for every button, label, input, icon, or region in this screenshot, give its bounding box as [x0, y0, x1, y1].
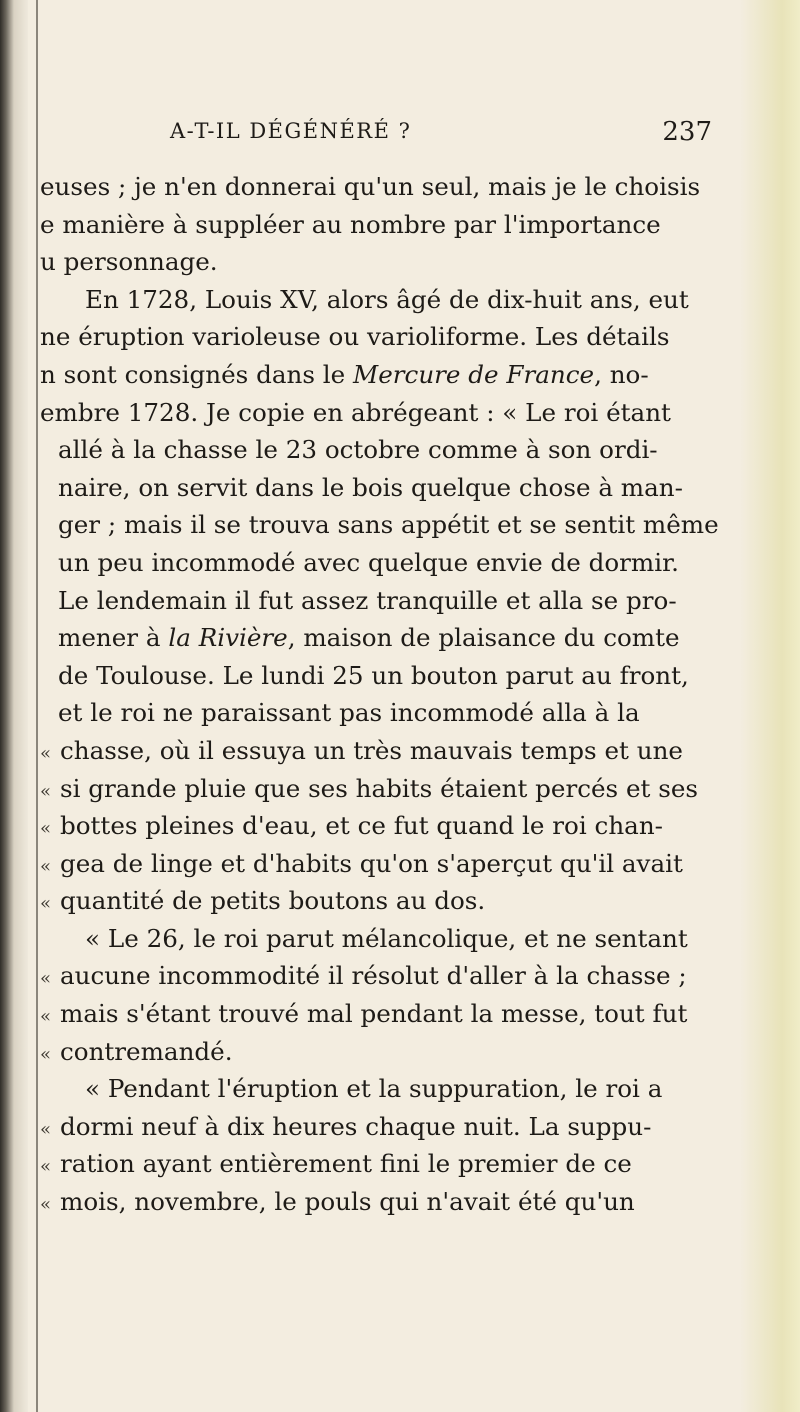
text-fragment: , maison de plaisance du comte	[287, 623, 680, 653]
text-line	[40, 732, 760, 770]
text-line	[40, 807, 760, 845]
text-line: « Le 26, le roi parut mélancolique, et ne sentant	[85, 923, 688, 953]
text-fragment: n sont consignés dans le	[40, 359, 346, 389]
text-fragment: , no-	[594, 359, 649, 389]
text-fragment: gea de linge et d'habits qu'on s'aperçut qu'il avait	[60, 848, 683, 878]
text-line: e manière à suppléer au nombre par l'importance	[40, 209, 661, 239]
text-line: et le roi ne paraissant pas incommodé alla à la	[58, 698, 640, 728]
quote-mark: «	[40, 968, 52, 990]
page-number: 237	[662, 117, 712, 147]
binding-gutter	[0, 0, 28, 1412]
body-text	[40, 168, 760, 1221]
text-line	[40, 1183, 760, 1221]
quote-mark: «	[40, 1194, 52, 1216]
place-name: la Rivière	[168, 623, 288, 653]
running-title: A-T-IL DÉGÉNÉRÉ ?	[170, 119, 412, 143]
text-line	[40, 619, 760, 657]
text-line: Le lendemain il fut assez tranquille et alla se pro-	[58, 585, 677, 615]
text-line: u personnage.	[40, 247, 218, 277]
text-fragment: dormi neuf à dix heures chaque nuit. La suppu-	[60, 1111, 652, 1141]
quote-mark: «	[40, 818, 52, 840]
text-fragment: bottes pleines d'eau, et ce fut quand le roi chan-	[60, 811, 663, 841]
text-line	[40, 356, 760, 394]
quote-mark: «	[40, 855, 52, 877]
text-line: naire, on servit dans le bois quelque chose à man-	[58, 472, 683, 502]
text-line	[40, 845, 760, 883]
periodical-title: Mercure de France	[353, 359, 595, 389]
text-line	[40, 882, 760, 920]
text-fragment: contremandé.	[60, 1036, 233, 1066]
text-fragment: mener à	[58, 623, 161, 653]
text-line: ne éruption varioleuse ou varioliforme. Les détails	[40, 322, 670, 352]
quote-mark: «	[40, 893, 52, 915]
quote-mark: «	[40, 1118, 52, 1140]
quote-mark: «	[40, 1156, 52, 1178]
text-line: « Pendant l'éruption et la suppuration, le roi a	[85, 1074, 663, 1104]
quote-mark: «	[40, 742, 52, 764]
text-fragment: chasse, où il essuya un très mauvais temps et une	[60, 735, 683, 765]
text-line: allé à la chasse le 23 octobre comme à son ordi-	[58, 435, 658, 465]
binding-shadow-line	[36, 0, 38, 1412]
quote-mark: «	[40, 780, 52, 802]
text-line: un peu incommodé avec quelque envie de dormir.	[58, 547, 679, 577]
text-fragment: ration ayant entièrement fini le premier de ce	[60, 1149, 632, 1179]
text-fragment: quantité de petits boutons au dos.	[60, 886, 486, 916]
quote-mark: «	[40, 1043, 52, 1065]
text-line	[40, 957, 760, 995]
text-line	[40, 995, 760, 1033]
text-line: euses ; je n'en donnerai qu'un seul, mais je le choisis	[40, 172, 701, 201]
text-line	[40, 1108, 760, 1146]
text-line: En 1728, Louis XV, alors âgé de dix-huit ans, eut	[85, 284, 689, 314]
text-fragment: si grande pluie que ses habits étaient percés et ses	[60, 773, 699, 803]
text-line: de Toulouse. Le lundi 25 un bouton parut au front,	[58, 660, 689, 690]
text-line: ger ; mais il se trouva sans appétit et se sentit même	[58, 510, 719, 540]
text-line	[40, 1145, 760, 1183]
page-header	[140, 117, 740, 153]
text-line: embre 1728. Je copie en abrégeant : « Le roi étant	[40, 397, 671, 427]
text-fragment: mois, novembre, le pouls qui n'avait été qu'un	[60, 1187, 635, 1217]
text-fragment: mais s'étant trouvé mal pendant la messe, tout fut	[60, 999, 688, 1029]
text-fragment: aucune incommodité il résolut d'aller à la chasse ;	[60, 961, 687, 991]
quote-mark: «	[40, 1006, 52, 1028]
text-line	[40, 1033, 760, 1071]
text-line	[40, 770, 760, 808]
